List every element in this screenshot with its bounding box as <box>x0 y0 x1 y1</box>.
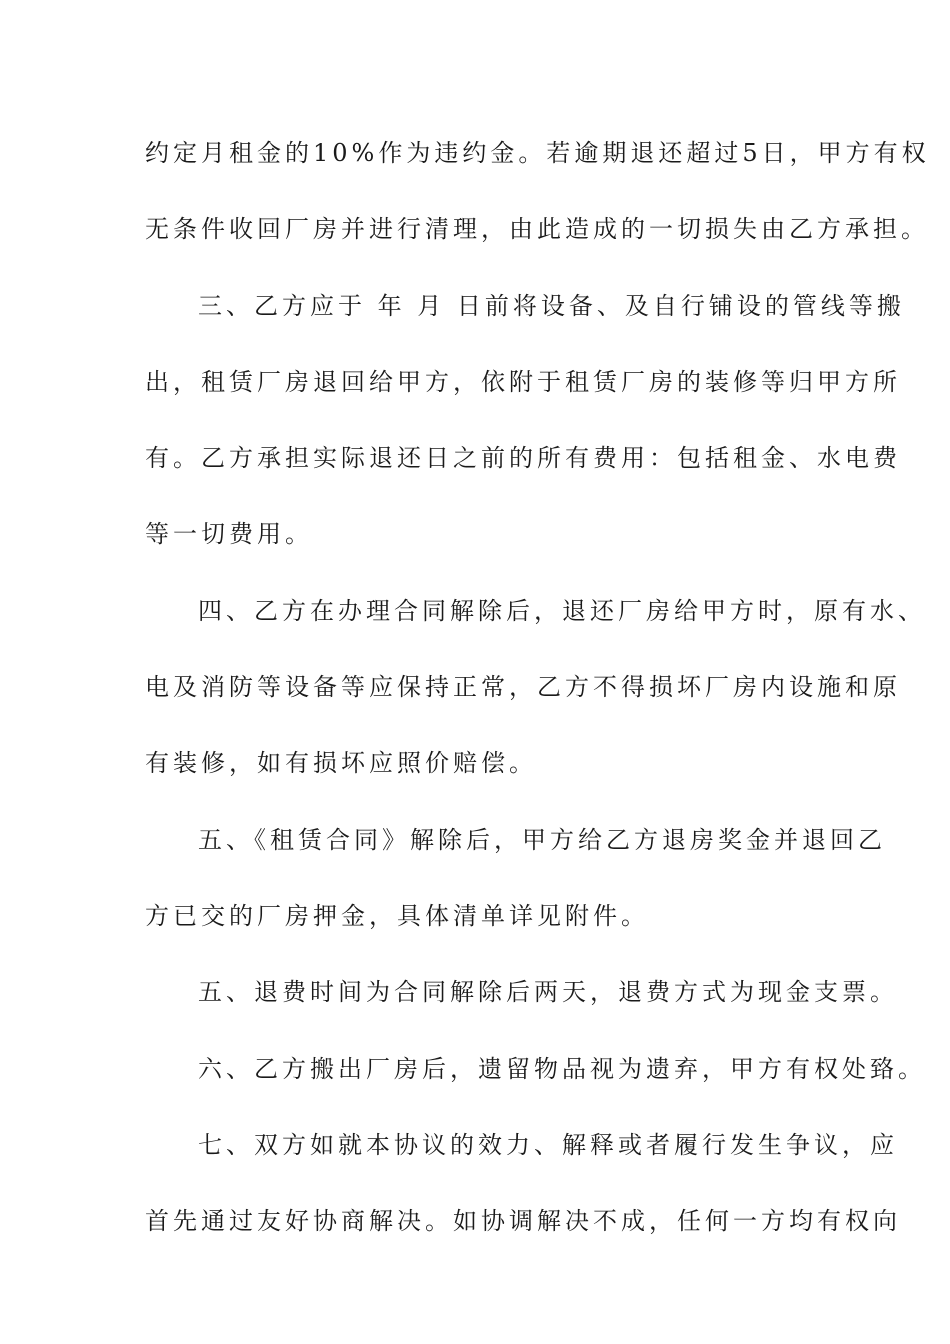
text-line: 出，租赁厂房退回给甲方，依附于租赁厂房的装修等归甲方所 <box>145 367 901 396</box>
clause-six: 六、乙方搬出厂房后，遗留物品视为遗弃，甲方有权处臵。 <box>198 1054 926 1083</box>
clause-four-start: 四、乙方在办理合同解除后，退还厂房给甲方时，原有水、 <box>198 596 926 625</box>
text-line: 首先通过友好协商解决。如协调解决不成，任何一方均有权向 <box>145 1207 901 1236</box>
text-line: 电及消防等设备等应保持正常，乙方不得损坏厂房内设施和原 <box>145 673 901 702</box>
clause-three-start: 三、乙方应于 年 月 日前将设备、及自行铺设的管线等搬 <box>198 291 905 320</box>
clause-five-start: 五、《租赁合同》解除后，甲方给乙方退房奖金并退回乙 <box>198 825 886 854</box>
clause-seven-start: 七、双方如就本协议的效力、解释或者履行发生争议，应 <box>198 1130 898 1159</box>
contract-text <box>145 128 930 1272</box>
text-line: 有。乙方承担实际退还日之前的所有费用：包括租金、水电费 <box>145 444 901 473</box>
text-line: 无条件收回厂房并进行清理，由此造成的一切损失由乙方承担。 <box>145 215 929 244</box>
text-line: 约定月租金的10%作为违约金。若逾期退还超过5日，甲方有权 <box>145 139 930 167</box>
text-line: 方已交的厂房押金，具体清单详见附件。 <box>145 901 649 930</box>
text-line: 等一切费用。 <box>145 520 313 549</box>
clause-five-refund: 五、退费时间为合同解除后两天，退费方式为现金支票。 <box>198 978 898 1007</box>
text-line: 有装修，如有损坏应照价赔偿。 <box>145 749 537 778</box>
